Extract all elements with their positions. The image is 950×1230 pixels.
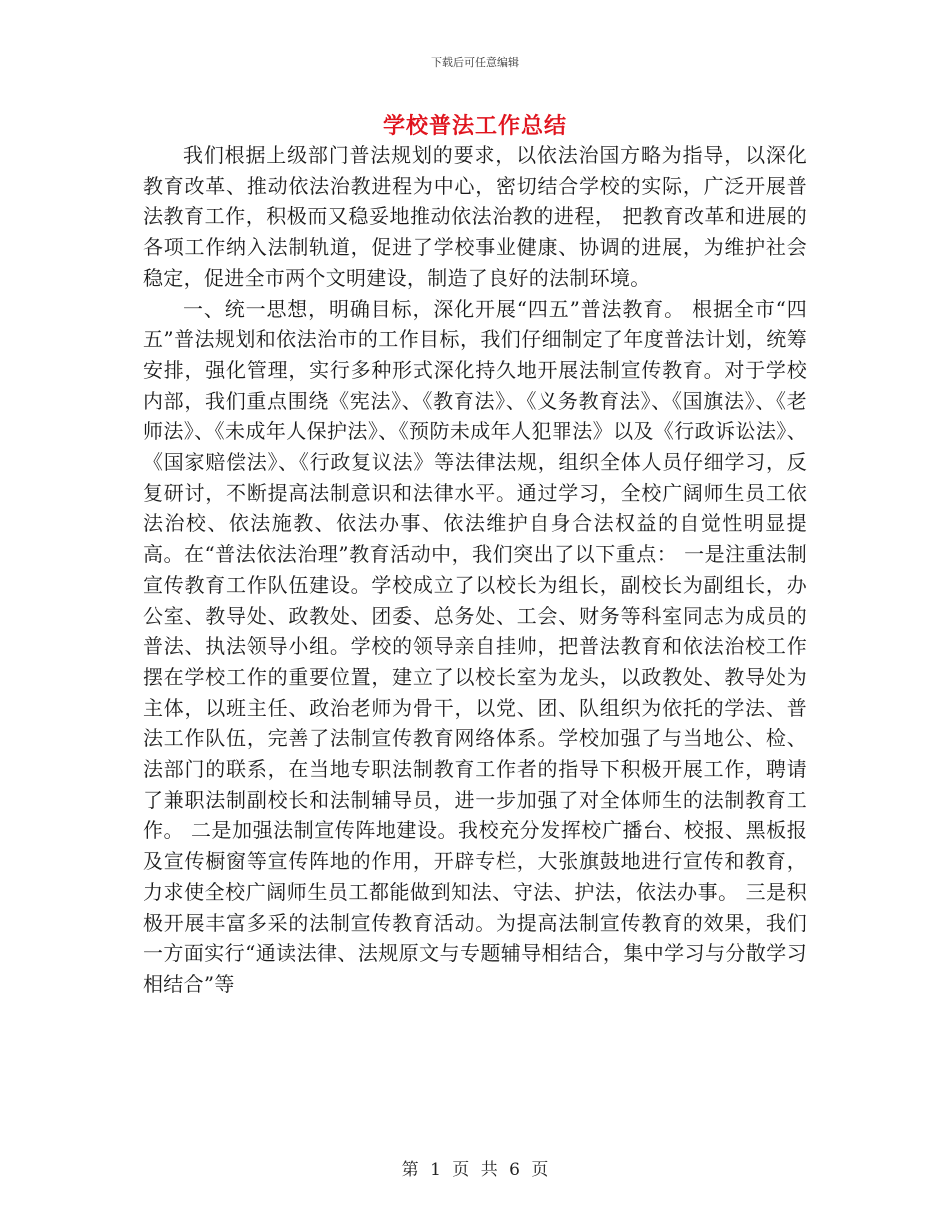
section-one-paragraph: 一、统一思想，明确目标，深化开展“四五”普法教育。 根据全市“四五”普法规划和依法治市的工作目标，我们仔细制定了年度普法计划，统筹安排，强化管理，实行多种形式深化持久地开展法制宣传教育。对于学校内部，我们重点围绕《宪法》、《教育法》、《义务教育法》、《国旗法》、《老师法》、《未成年人保护法》、《预防未成年人犯罪法》以及《行政诉讼法》、《国家赔偿法》、《行政复议法》等法律法规，组织全体人员仔细学习，反复研讨，不断提高法制意识和法律水平。通过学习，全校广阔师生员工依法治校、依法施教、依法办事、依法维护自身合法权益的自觉性明显提高。在“普法依法治理”教育活动中，我们突出了以下重点： 一是注重法制宣传教育工作队伍建设。学校成立了以校长为组长，副校长为副组长，办公室、教导处、政教处、团委、总务处、工会、财务等科室同志为成员的普法、执法领导小组。学校的领导亲自挂帅，把普法教育和依法治校工作摆在学校工作的重要位置，建立了以校长室为龙头，以政教处、教导处为主体，以班主任、政治老师为骨干，以党、团、队组织为依托的学法、普法工作队伍，完善了法制宣传教育网络体系。学校加强了与当地公、检、法部门的联系，在当地专职法制教育工作者的指导下积极开展工作，聘请了兼职法制副校长和法制辅导员，进一步加强了对全体师生的法制教育工作。 二是加强法制宣传阵地建设。我校充分发挥校广播台、校报、黑板报及宣传橱窗等宣传阵地的作用，开辟专栏，大张旗鼓地进行宣传和教育，力求使全校广阔师生员工都能做到知法、守法、护法，依法办事。 三是积极开展丰富多采的法制宣传教育活动。为提高法制宣传教育的效果，我们一方面实行“通读法律、法规原文与专题辅导相结合，集中学习与分散学习相结合”等 xyxy=(143,296,807,996)
document-title: 学校普法工作总结 xyxy=(382,113,567,139)
intro-paragraph: 我们根据上级部门普法规划的要求，以依法治国方略为指导，以深化教育改革、推动依法治教进程为中心，密切结合学校的实际，广泛开展普法教育工作，积极而又稳妥地推动依法治教的进程， 把教育改革和进展的各项工作纳入法制轨道，促进了学校事业健康、协调的进展，为维护社会稳定，促进全市两个文明建设，制造了良好的法制环境。 xyxy=(143,143,807,290)
page-number-footer: 第 1 页 共 6 页 xyxy=(401,1160,549,1180)
document-body xyxy=(143,140,807,1000)
page-header-note: 下载后可任意编辑 xyxy=(431,56,519,69)
